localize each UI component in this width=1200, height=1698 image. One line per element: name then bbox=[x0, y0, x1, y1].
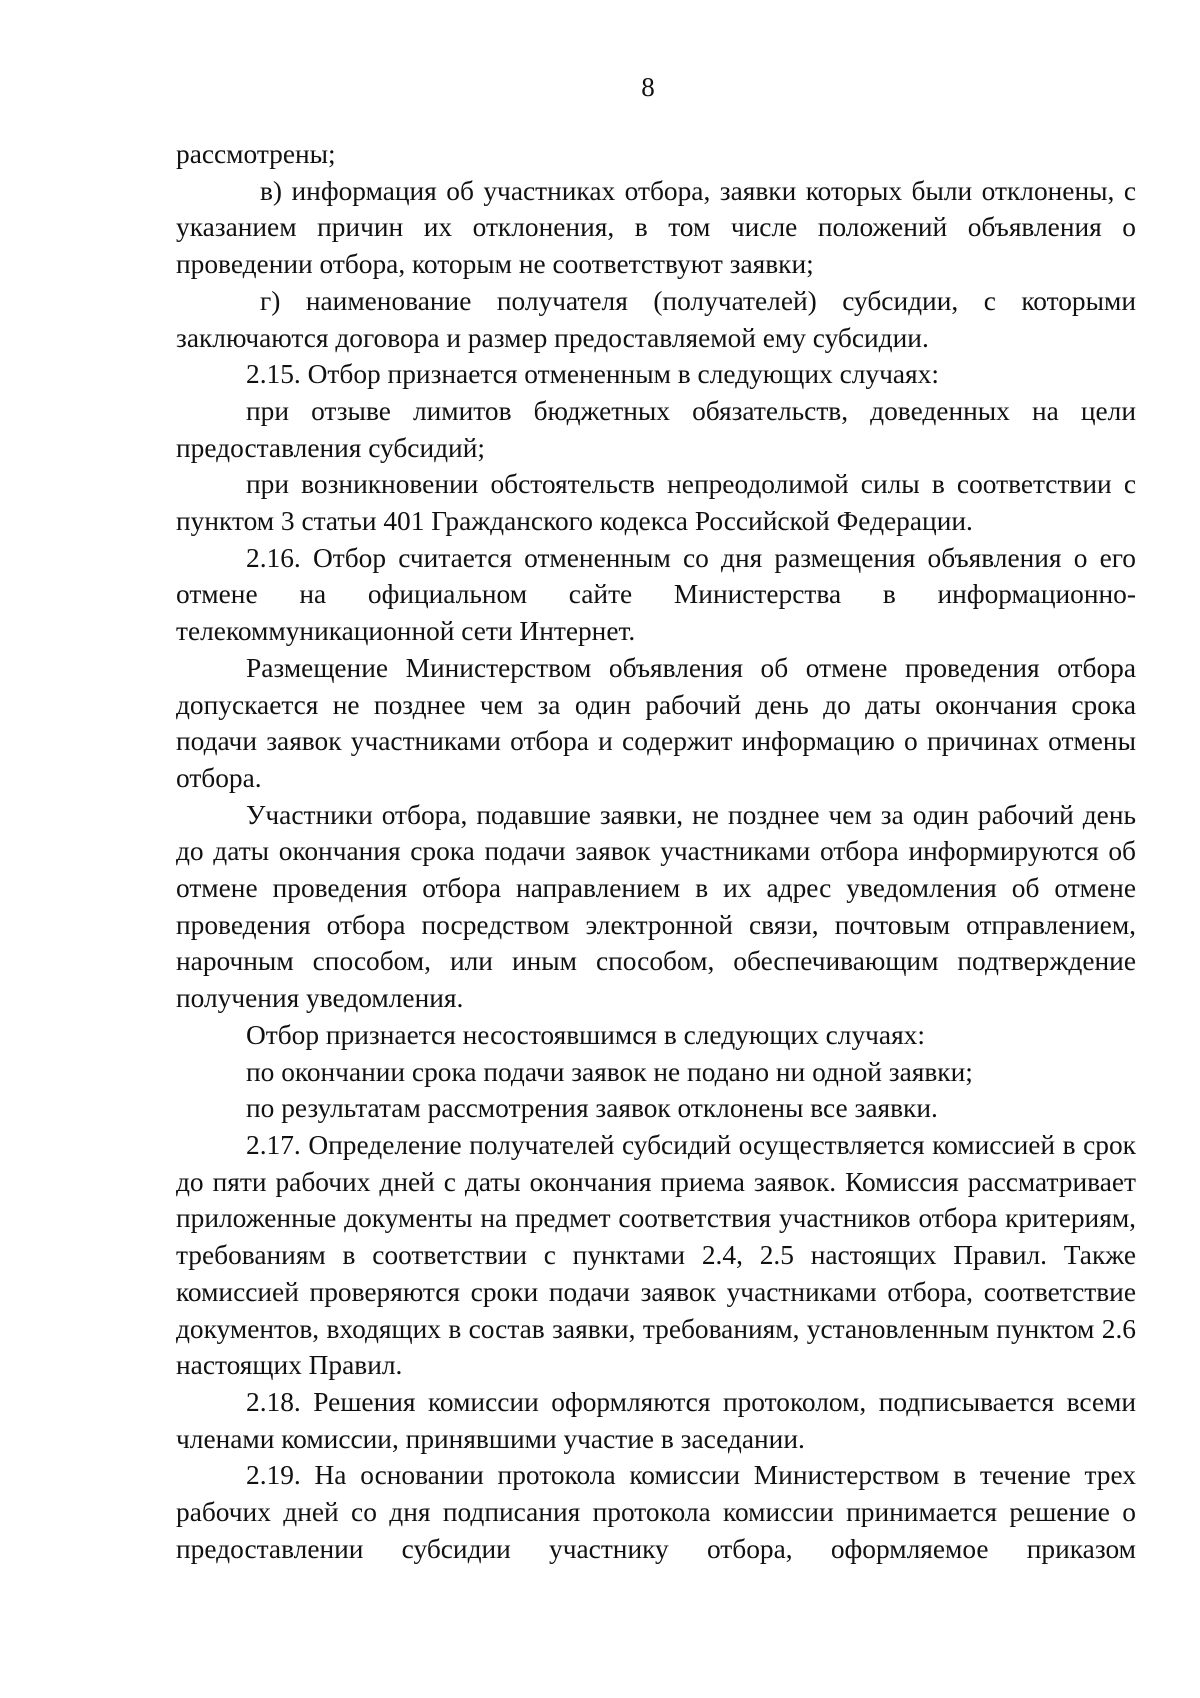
paragraph-2-17: 2.17. Определение получателей субсидий осуществляется комиссией в срок до пяти рабочих дней с даты окончания приема заявок. Комиссия рассматривает приложенные документы на предмет соответствия участников отбора критериям, требованиям в соответствии с пунктами 2.4, 2.5 настоящих Правил. Также комиссией проверяются сроки подачи заявок участниками отбора, соответствие документов, входящих в состав заявки, требованиям, установленным пунктом 2.6 настоящих Правил. bbox=[176, 1129, 1136, 1381]
paragraph-failed-selection: Отбор признается несостоявшимся в следующих случаях: bbox=[246, 1019, 925, 1050]
paragraph-item-g: г) наименование получателя (получателей) субсидии, с которыми заключаются договора и размер предоставляемой ему субсидии. bbox=[176, 285, 1136, 353]
paragraph-2-15: 2.15. Отбор признается отмененным в следующих случаях: bbox=[246, 359, 939, 390]
paragraph-all-rejected: по результатам рассмотрения заявок отклонены все заявки. bbox=[246, 1093, 938, 1124]
paragraph-force-majeure: при возникновении обстоятельств непреодолимой силы в соответствии с пунктом 3 статьи 401 Гражданского кодекса Российской Федерации. bbox=[176, 469, 1136, 537]
paragraph-limits-withdrawal: при отзыве лимитов бюджетных обязательств, доведенных на цели предоставления субсидий; bbox=[176, 395, 1136, 463]
page-number: 8 bbox=[641, 72, 655, 102]
paragraph-2-16: 2.16. Отбор считается отмененным со дня размещения объявления о его отмене на официальном сайте Министерства в информационно-телекоммуникационной сети Интернет. bbox=[176, 542, 1136, 647]
paragraph-2-19: 2.19. На основании протокола комиссии Министерством в течение трех рабочих дней со дня подписания протокола комиссии принимается решение о предоставлении субсидии участнику отбора, оформляемое приказом bbox=[176, 1460, 1136, 1564]
paragraph-item-v: в) информация об участниках отбора, заявки которых были отклонены, с указанием причин их отклонения, в том числе положений объявления о проведении отбора, которым не соответствуют заявки; bbox=[176, 175, 1136, 280]
paragraph-participants-informed: Участники отбора, подавшие заявки, не позднее чем за один рабочий день до даты окончания срока подачи заявок участниками отбора информируются об отмене проведения отбора направлением в их адрес уведомления об отмене проведения отбора посредством электронной связи, почтовым отправлением, нарочным способом, или иным способом, обеспечивающим подтверждение получения уведомления. bbox=[176, 799, 1136, 1014]
paragraph-no-applications: по окончании срока подачи заявок не подано ни одной заявки; bbox=[246, 1056, 973, 1087]
paragraph-2-18: 2.18. Решения комиссии оформляются протоколом, подписывается всеми членами комиссии, принявшими участие в заседании. bbox=[176, 1386, 1136, 1454]
paragraph-cancellation-notice: Размещение Министерством объявления об отмене проведения отбора допускается не позднее чем за один рабочий день до даты окончания срока подачи заявок участниками отбора и содержит информацию о причинах отмены отбора. bbox=[176, 652, 1136, 793]
document-body bbox=[176, 136, 1136, 1567]
paragraph-continuation: рассмотрены; bbox=[176, 139, 336, 169]
